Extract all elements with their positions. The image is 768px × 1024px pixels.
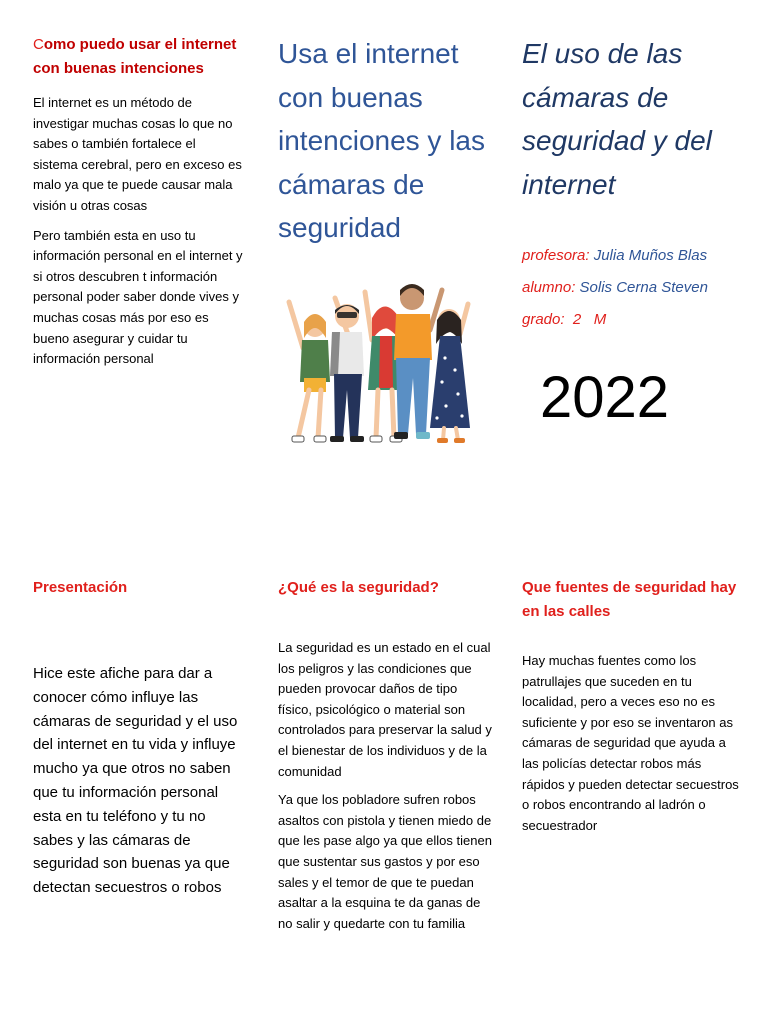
- presentation-body: Hice este afiche para dar a conocer cómo influye las cámaras de seguridad y el uso del internet en tu vida y influye mucho ya que otros no saben que tu información personal esta en tu teléfono y tu no sabes y las cámaras de seguridad son buenas ya que detectan secuestros o robos: [33, 665, 238, 897]
- panel1-paragraph-1: El internet es un método de investigar muchas cosas lo que no sabes o también fortalece el sistema cerebral, pero en exceso es malo ya que te puede causar mala visión u otras cosas: [33, 95, 242, 213]
- panel-presentation: [33, 576, 245, 900]
- panel-cover: [522, 32, 752, 336]
- teacher-name: Julia Muños Blas: [593, 247, 708, 264]
- security-heading: ¿Qué es la seguridad?: [278, 579, 439, 596]
- grade-label: grado:: [522, 311, 565, 328]
- cover-title: El uso de las cámaras de seguridad y del internet: [522, 38, 712, 200]
- teacher-line: [522, 240, 752, 272]
- student-line: [522, 272, 752, 304]
- panel1-heading-initial: C: [33, 36, 44, 53]
- person-1-figure: [289, 302, 330, 442]
- grade-line: [522, 304, 752, 336]
- main-title: Usa el internet con buenas intenciones y las cámaras de seguridad: [278, 38, 486, 243]
- panel-main-title: [278, 32, 498, 250]
- panel-street-security: [522, 576, 742, 836]
- street-security-heading: Que fuentes de seguridad hay en las calles: [522, 579, 737, 620]
- panel1-heading-rest: omo puedo usar el internet con buenas intenciones: [33, 36, 237, 77]
- security-paragraph-1: La seguridad es un estado en el cual los peligros y las condiciones que pueden provocar daños de tipo físico, psicológico o material son controlados para preservar la salud y el bienestar de los individuos y de la comunidad: [278, 640, 492, 779]
- person-5-figure: [430, 304, 470, 443]
- panel1-paragraph-2: Pero también esta en uso tu información personal en el internet y si otros descubren t información personal poder saber donde vives y muchas cosas más por eso es bueno asegurar y cuidar tu información personal: [33, 227, 243, 367]
- student-label: alumno:: [522, 279, 576, 296]
- presentation-heading: Presentación: [33, 579, 128, 596]
- security-paragraph-2: Ya que los pobladore sufren robos asaltos con pistola y tienen miedo de que les pase algo ya que ellos tienen que sustentar sus gastos y por eso sales y el temor de que te puedan asaltar a la esquina te da ganas de no salir y quedarte con tu familia: [278, 792, 492, 931]
- year-number: 2022: [540, 365, 670, 430]
- grade-value: 2 M: [572, 311, 607, 328]
- group-of-friends-image: [280, 278, 480, 453]
- people-illustration: [280, 278, 480, 453]
- panel-what-is-security: [278, 576, 494, 934]
- student-name: Solis Cerna Steven: [579, 279, 708, 296]
- teacher-label: profesora:: [522, 247, 590, 264]
- panel1-heading: [33, 33, 243, 81]
- credits-block: [522, 240, 752, 336]
- panel-internet-intentions: [33, 33, 243, 370]
- street-security-body: Hay muchas fuentes como los patrullajes que suceden en tu localidad, pero a veces eso no es suficiente y por eso se inventaron as cámaras de seguridad que ayuda a las policías detectar robos más rápidos y pueden detectar secuestros o robos encontrando al ladrón o secuestrador: [522, 653, 739, 833]
- person-2-figure: [330, 298, 364, 442]
